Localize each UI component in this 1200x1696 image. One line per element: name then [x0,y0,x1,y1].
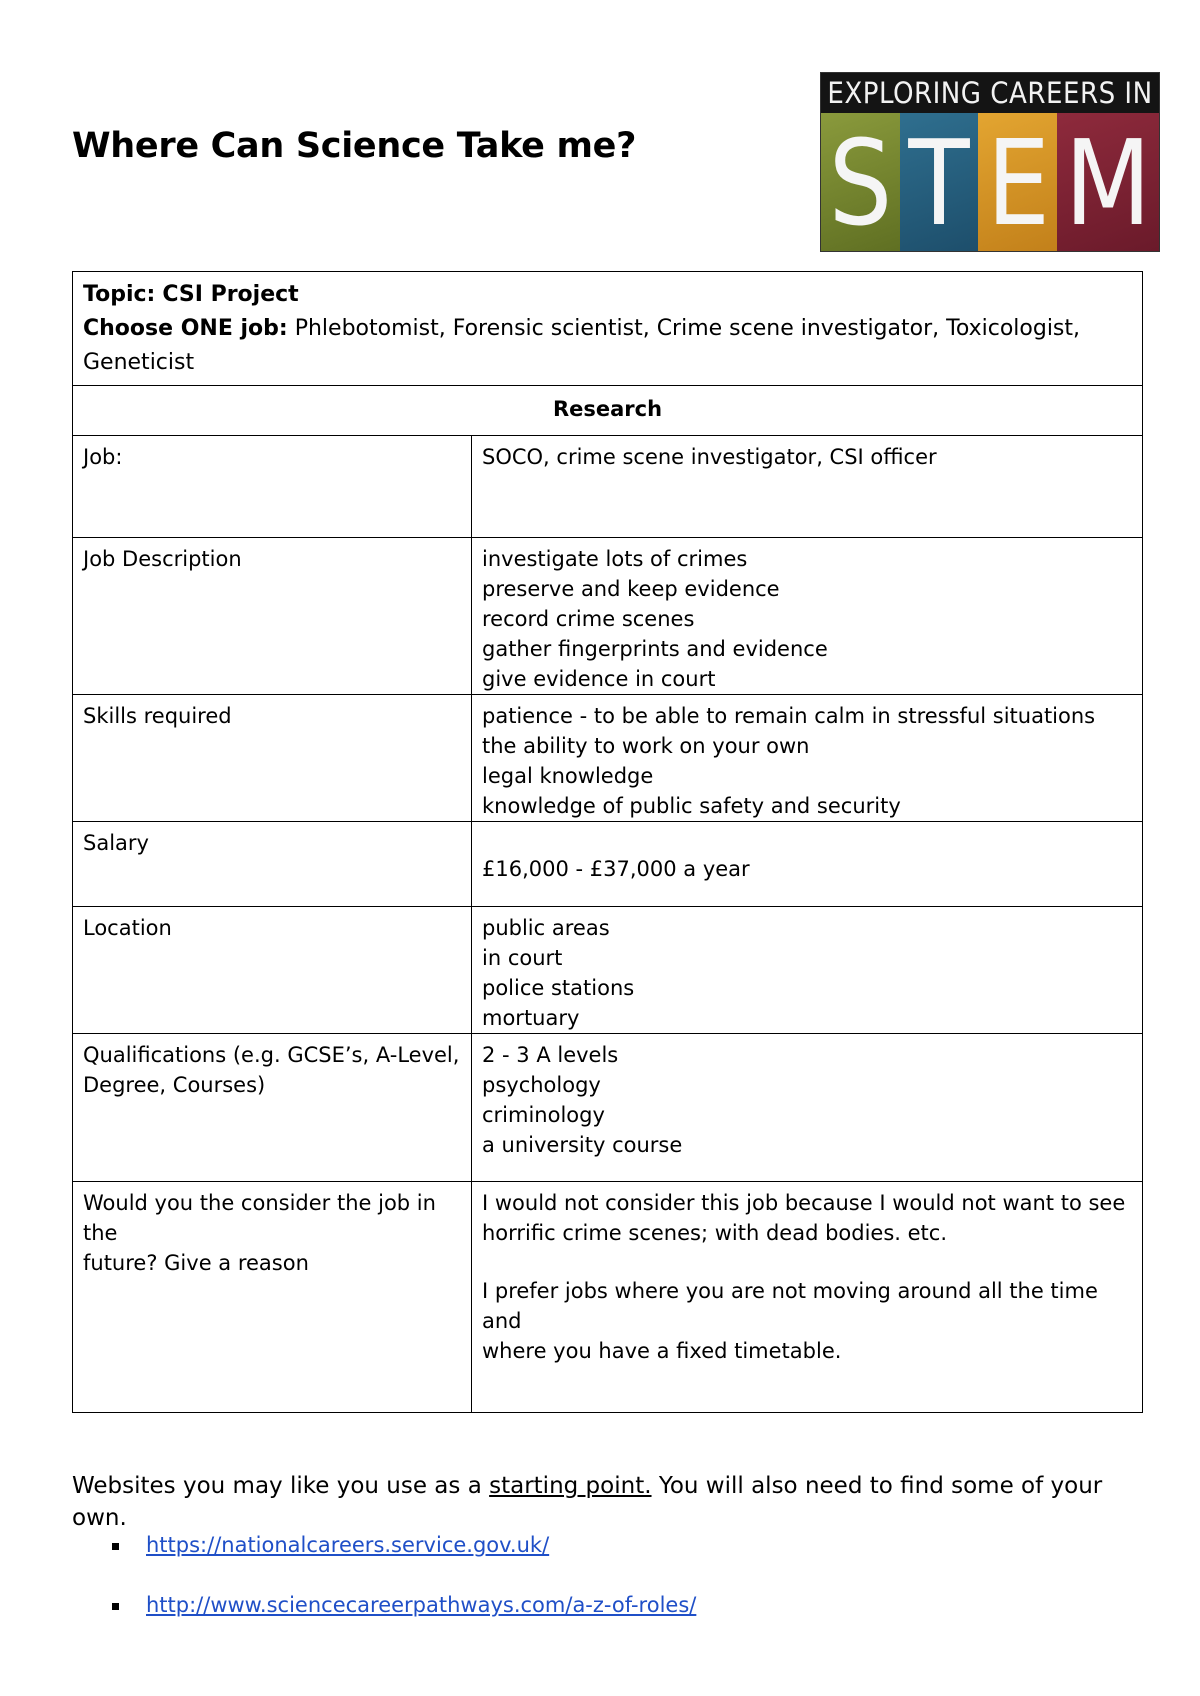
page-title: Where Can Science Take me? [72,126,637,166]
label-line: Job: [83,445,123,469]
value-line: I would not consider this job because I would not want to see [482,1191,1126,1215]
research-header: Research [73,386,1143,436]
value-line: where you have a fixed timetable. [482,1339,842,1363]
row-label-salary [73,822,472,907]
logo-letter-t: T [908,114,970,252]
value-line: the ability to work on your own [482,734,810,758]
table-row [73,822,1143,907]
row-label-job [73,436,472,538]
value-line: a university course [482,1133,683,1157]
label-line: Qualifications (e.g. GCSE’s, A-Level, [83,1043,460,1067]
table-row [73,695,1143,822]
table-row [73,538,1143,695]
value-line [482,1248,1132,1276]
value-line: psychology [482,1073,601,1097]
logo-tile-m [1057,113,1159,252]
intro-text: Websites you may like you use as a [72,1473,490,1499]
websites-intro [72,1470,1152,1534]
value-line [482,828,1132,854]
value-line: public areas [482,916,610,940]
table-row [73,1034,1143,1182]
value-line: preserve and keep evidence [482,577,780,601]
label-line: Location [83,916,172,940]
label-line: Would you the consider the job in the [83,1191,436,1245]
logo-letter-s: S [828,114,893,252]
value-line: I prefer jobs where you are not moving around all the time and [482,1279,1098,1333]
value-line: give evidence in court [482,667,716,691]
label-line: Skills required [83,704,232,728]
logo-tile-t [900,113,979,252]
value-line: police stations [482,976,635,1000]
bullet-icon [112,1543,119,1550]
table-row [73,1182,1143,1413]
value-line: SOCO, crime scene investigator, CSI officer [482,445,937,469]
topic-value: CSI Project [162,282,299,307]
label-line: Degree, Courses) [83,1073,266,1097]
link-national-careers[interactable]: https://nationalcareers.service.gov.uk/ [146,1533,550,1557]
intro-text-end: You will also need to find some of your own. [72,1473,1103,1531]
logo-tiles [821,113,1159,252]
bullet-icon [112,1603,119,1610]
topic-label: Topic: [83,282,156,307]
logo-tile-s [821,113,900,252]
value-line: horrific crime scenes; with dead bodies. etc. [482,1221,948,1245]
topic-cell [73,272,1143,386]
row-label-job-description [73,538,472,695]
row-value-job-description [472,538,1143,695]
row-value-skills [472,695,1143,822]
value-line: record crime scenes [482,607,695,631]
value-line: mortuary [482,1006,580,1030]
value-line: 2 - 3 A levels [482,1043,619,1067]
value-line: criminology [482,1103,605,1127]
topic-line [83,278,1132,312]
logo-tagline: EXPLORING CAREERS IN [821,73,1159,113]
value-line: patience - to be able to remain calm in stressful situations [482,704,1096,728]
table-row [73,436,1143,538]
row-value-qualifications [472,1034,1143,1182]
value-line: gather fingerprints and evidence [482,637,828,661]
choose-value: Phlebotomist, Forensic scientist, Crime scene investigator, Toxicologist, Geneticist [83,316,1081,375]
logo-letter-e: E [986,114,1050,252]
stem-logo [820,72,1160,252]
value-line: in court [482,946,563,970]
intro-underlined: starting point. [489,1473,652,1499]
research-table [72,271,1143,1413]
row-label-location [73,907,472,1034]
row-label-consider [73,1182,472,1413]
value-line: knowledge of public safety and security [482,794,901,818]
label-line: Salary [83,831,149,855]
row-label-qualifications [73,1034,472,1182]
logo-tile-e [978,113,1057,252]
value-line: investigate lots of crimes [482,547,748,571]
row-value-salary [472,822,1143,907]
row-value-location [472,907,1143,1034]
row-label-skills [73,695,472,822]
link-science-career-pathways[interactable]: http://www.sciencecareerpathways.com/a-z-of-roles/ [146,1593,697,1617]
logo-letter-m: M [1064,114,1152,252]
choose-label: Choose ONE job: [83,316,288,341]
row-value-job [472,436,1143,538]
label-line: future? Give a reason [83,1251,309,1275]
value-line: legal knowledge [482,764,654,788]
value-line: £16,000 - £37,000 a year [482,857,750,881]
table-row [73,907,1143,1034]
row-value-consider [472,1182,1143,1413]
label-line: Job Description [83,547,242,571]
